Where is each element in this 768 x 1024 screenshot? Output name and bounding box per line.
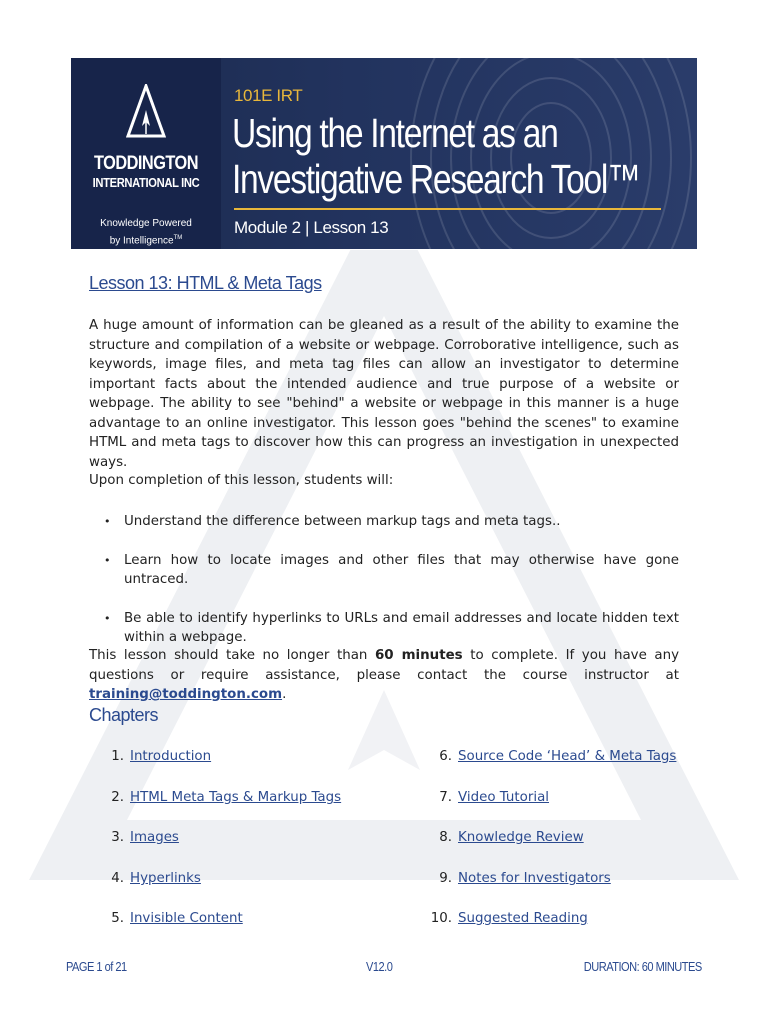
title-divider <box>234 208 661 210</box>
chapter-item <box>428 830 584 845</box>
chapter-item <box>100 911 243 926</box>
list-item <box>104 551 679 590</box>
chapter-number: 7. <box>439 790 452 805</box>
chapter-item <box>100 790 341 805</box>
chapter-number: 2. <box>111 790 124 805</box>
course-code: 101E IRT <box>234 86 303 105</box>
course-title <box>232 110 691 202</box>
chapter-link[interactable]: Suggested Reading <box>458 911 588 926</box>
version-label: V12.0 <box>366 959 393 974</box>
duration-note <box>89 646 679 705</box>
objective-text: Learn how to locate images and other files that may otherwise have gone untraced. <box>124 552 679 587</box>
page-number: PAGE 1 of 21 <box>66 959 127 974</box>
duration-value: 60 minutes <box>374 648 463 663</box>
chapter-number: 10. <box>430 911 452 926</box>
chapter-item <box>428 911 588 926</box>
bullet-icon: • <box>104 515 111 528</box>
lesson-intro: A huge amount of information can be gleaned as a result of the ability to examine the structure and compilation of a website or webpage. Corroborative intelligence, such as keywords, image files, and meta tag files can allow an investigator to determine important facts about the intended audience and true purpose of a website or webpage. The ability to see "behind" a website or webpage in this manner is a huge advantage to an online investigator. This lesson goes "behind the scenes" to examine HTML and meta tags to discover how this can progress an investigation in unexpected ways. <box>89 318 679 470</box>
chapter-link[interactable]: Invisible Content <box>130 911 243 926</box>
chapter-item <box>100 749 211 764</box>
instructor-email-link[interactable]: training@toddington.com <box>89 687 283 702</box>
tagline-trademark: TM <box>173 235 183 241</box>
chapter-item <box>428 749 676 764</box>
chapter-link[interactable]: Notes for Investigators <box>458 871 611 886</box>
chapter-item <box>428 790 549 805</box>
chapter-item <box>100 871 201 886</box>
chapter-number: 6. <box>439 749 452 764</box>
bullet-icon: • <box>104 611 111 625</box>
brand-name: TODDINGTON <box>93 153 199 174</box>
chapter-number: 8. <box>439 830 452 845</box>
chapter-link[interactable]: HTML Meta Tags & Markup Tags <box>130 790 342 805</box>
duration-label: DURATION: 60 MINUTES <box>584 959 702 974</box>
chapter-link[interactable]: Hyperlinks <box>130 871 201 886</box>
course-title-line2: Investigative Research Tool™ <box>232 156 640 202</box>
objectives-list <box>104 512 679 648</box>
module-lesson-label: Module 2 | Lesson 13 <box>234 218 389 237</box>
brand-subname: INTERNATIONAL INC <box>92 175 200 190</box>
chapter-link[interactable]: Images <box>130 830 179 845</box>
tagline-line1: Knowledge Powered <box>100 218 192 229</box>
tagline-line2: by Intelligence <box>109 235 174 247</box>
brand-tagline <box>71 216 221 248</box>
objective-text: Be able to identify hyperlinks to URLs and email addresses and locate hidden text within a webpage. <box>124 610 679 645</box>
chapter-number: 3. <box>111 830 124 845</box>
course-title-line1: Using the Internet as an <box>232 110 558 156</box>
course-banner <box>71 58 697 249</box>
list-item <box>104 512 679 532</box>
chapter-link[interactable]: Source Code ‘Head’ & Meta Tags <box>458 749 677 764</box>
chapter-number: 5. <box>111 911 124 926</box>
chapter-number: 4. <box>111 871 124 886</box>
duration-text-pre: This lesson should take no longer than <box>89 648 375 663</box>
chapter-number: 1. <box>111 749 124 764</box>
chapter-link[interactable]: Video Tutorial <box>458 790 549 805</box>
duration-text-post: to complete. If you have any questions or require assistance, please contact the course instructor at <box>89 648 680 683</box>
chapter-item <box>100 830 179 845</box>
bullet-icon: • <box>104 553 111 567</box>
chapter-item <box>428 871 611 886</box>
chapter-link[interactable]: Knowledge Review <box>458 830 584 845</box>
objective-text: Understand the difference between markup tags and meta tags.. <box>124 514 561 529</box>
list-item <box>104 609 679 648</box>
duration-text-end: . <box>282 687 287 702</box>
chapter-link[interactable]: Introduction <box>130 749 212 764</box>
chapters-heading: Chapters <box>89 705 159 725</box>
completion-intro: Upon completion of this lesson, students will: <box>89 473 394 488</box>
lesson-heading[interactable]: Lesson 13: HTML & Meta Tags <box>89 273 322 293</box>
chapter-number: 9. <box>439 871 452 886</box>
toddington-logo-icon <box>126 84 166 139</box>
